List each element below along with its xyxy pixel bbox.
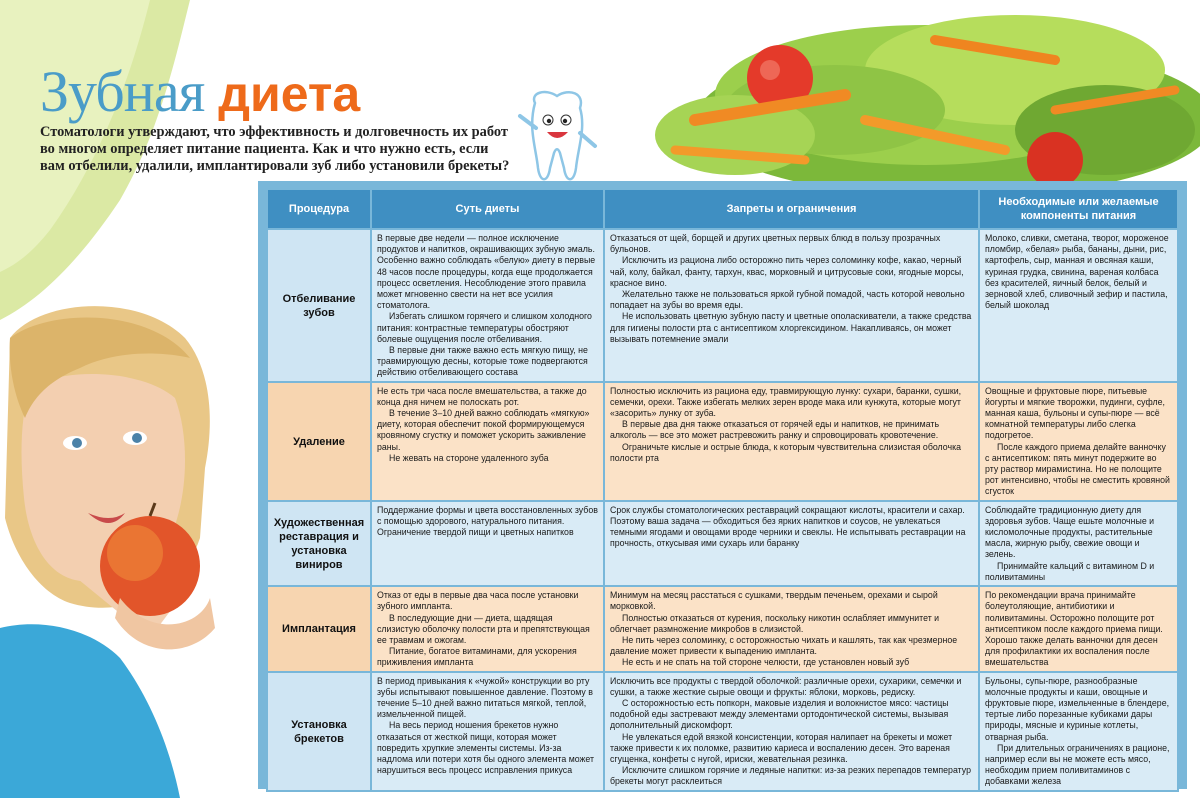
col-header-essence: Суть диеты bbox=[371, 189, 604, 229]
restrictions-paragraph: Полностью отказаться от курения, поскольку никотин ослабляет иммунитет и облегчает размножение микробов в слизистой. bbox=[610, 612, 940, 634]
restrictions-paragraph: Исключите слишком горячие и ледяные напитки: из-за резких перепадов температур брекеты могут расклеиться bbox=[610, 765, 971, 787]
components-paragraph: Овощные и фруктовые пюре, питьевые йогурты и мягкие творожки, пудинги, суфле, манная каша, бульоны и супы-пюре — всё комнатной температуры либо слегка подогретое. bbox=[985, 385, 1166, 441]
components-paragraph: После каждого приема делайте ванночку с антисептиком: пять минут подержите во рту раствор мирамистина. Но не полощите рот интенсивно, чтобы не сместить кровяной сгусток bbox=[985, 441, 1170, 497]
col-header-restrictions: Запреты и ограничения bbox=[604, 189, 979, 229]
components-paragraph: Соблюдайте традиционную диету для здоровья зубов. Чаще ешьте молочные и кисломолочные продукты, растительные масла, жирную рыбу, свежие овощи и зелень. bbox=[985, 504, 1155, 560]
essence-cell bbox=[371, 672, 604, 791]
subtitle: Стоматологи утверждают, что эффективность и долговечность их работ во многом определяет питание пациента. Как и что нужно есть, если вам отбелили, удалили, имплантировали зуб либо установили брекеты? bbox=[40, 124, 510, 174]
components-paragraph: Молоко, сливки, сметана, творог, мороженое пломбир, «белая» рыба, бананы, дыни, рис, картофель, сыр, манная и овсяная каши, куриная грудка, свинина, вареная колбаса без красителей, яичный белок, белый и зерновой хлеб, сливочный зефир и пастила, белый шоколад bbox=[985, 233, 1169, 311]
restrictions-paragraph: Полностью исключить из рациона еду, травмирующую лунку: сухари, баранки, сушки, семечки, орехи. Также избегать мелких зерен вроде мака или кунжута, которые могут «засорить» лунку от зуба. bbox=[610, 385, 962, 419]
restrictions-paragraph: Срок службы стоматологических реставраций сокращают кислоты, красители и сахар. Поэтому ваша задача — обходиться без ярких напитков и соусов, не увлекаться темными ягодами и овощами вроде черники и свеклы. Не испытывать реставрации на прочность, откусывая ими сухарь или баранку bbox=[610, 504, 966, 549]
components-cell bbox=[979, 382, 1178, 501]
title-light: Зубная bbox=[40, 59, 205, 124]
woman-with-apple-photo bbox=[0, 298, 270, 798]
restrictions-paragraph: Исключить все продукты с твердой оболочкой: различные орехи, сухарики, семечки и сушки, а также жесткие сырые овощи и фрукты: яблоки, морковь, редиску. bbox=[610, 675, 962, 697]
essence-paragraph: В первые две недели — полное исключение продуктов и напитков, окрашивающих зубную эмаль. Особенно важно соблюдать «белую» диету в первые 48 часов после процедуры, когда еще продолжается процесс осветления. Несоблюдение этого правила может мгновенно свести на нет все усилия стоматолога. bbox=[377, 233, 596, 311]
table-body bbox=[267, 229, 1178, 791]
restrictions-paragraph: В первые два дня также отказаться от горячей еды и напитков, не принимать алкоголь — все это может растревожить ранку и спровоцировать кровотечение. bbox=[610, 419, 940, 441]
restrictions-paragraph: Не пить через соломинку, с осторожностью чихать и кашлять, так как чрезмерное давление может привести к выпадению импланта. bbox=[610, 634, 958, 657]
components-paragraph: Бульоны, супы-пюре, разнообразные молочные продукты и каши, овощные и фруктовые пюре, измельченные в блендере, тертые либо порезанные кубиками дары природы, мясные и куриные котлеты, отварная рыба. bbox=[985, 675, 1170, 742]
tooth-mascot-icon bbox=[500, 88, 615, 188]
components-paragraph: Принимайте кальций с витамином D и поливитамины bbox=[985, 560, 1155, 582]
components-cell bbox=[979, 501, 1178, 586]
essence-paragraph: Поддержание формы и цвета восстановленных зубов с помощью здорового, натурального питания. Ограничение твердой пищи и цветных напитков bbox=[377, 504, 598, 538]
essence-cell bbox=[371, 229, 604, 382]
restrictions-paragraph: Не есть и не спать на той стороне челюсти, где установлен новый зуб bbox=[622, 657, 910, 668]
essence-cell bbox=[371, 382, 604, 501]
page-title bbox=[40, 58, 360, 125]
essence-paragraph: В первые дни также важно есть мягкую пищу, не травмирующую десны, которые тоже подвергаются действию отбеливающего состава bbox=[377, 345, 588, 378]
salad-illustration bbox=[635, 0, 1200, 200]
essence-paragraph: Избегать слишком горячего и слишком холодного питания: контрастные температуры обостряют болевые ощущения после отбеливания. bbox=[377, 311, 592, 344]
essence-paragraph: В течение 3–10 дней важно соблюдать «мягкую» диету, которая обеспечит покой формирующемуся кровяному сгустку и поможет ускорить заживление раны. bbox=[377, 408, 590, 452]
essence-paragraph: В последующие дни — диета, щадящая слизистую оболочку полости рта и препятствующая ее травмам и ожогам. bbox=[377, 612, 590, 645]
essence-paragraph: Питание, богатое витаминами, для ускорения приживления импланта bbox=[377, 646, 577, 668]
procedure-cell: Отбеливание зубов bbox=[267, 229, 371, 382]
col-header-procedure: Процедура bbox=[267, 189, 371, 229]
essence-paragraph: Не жевать на стороне удаленного зуба bbox=[389, 452, 549, 463]
table-row bbox=[267, 586, 1178, 671]
restrictions-paragraph: Желательно также не пользоваться яркой губной помадой, часть которой невольно попадает на зубы во время еды. bbox=[610, 289, 965, 311]
restrictions-cell bbox=[604, 382, 979, 501]
col-header-components: Необходимые или желаемые компоненты питания bbox=[979, 189, 1178, 229]
restrictions-paragraph: С осторожностью есть попкорн, маковые изделия и волокнистое мясо: частицы подобной еды застревают между элементами ортодонтической системы, вызывая дополнительный дискомфорт. bbox=[610, 697, 949, 731]
restrictions-paragraph: Ограничьте кислые и острые блюда, к которым чувствительна слизистая оболочка полости рта bbox=[610, 441, 962, 463]
components-cell bbox=[979, 586, 1178, 671]
restrictions-paragraph: Не использовать цветную зубную пасту и цветные ополаскиватели, а также средства для гигиены полости рта с антисептиком хлоргексидином. Накапливаясь, он может вызывать потемнение эмали bbox=[610, 311, 972, 344]
restrictions-cell bbox=[604, 586, 979, 671]
restrictions-paragraph: Отказаться от щей, борщей и других цветных первых блюд в пользу прозрачных бульонов. bbox=[610, 233, 941, 255]
restrictions-paragraph: Не увлекаться едой вязкой консистенции, которая налипает на брекеты и может также привести к их поломке, развитию кариеса и воспалению десен. Это вареная сгущенка, конфеты с нугой, ириски, жевательная резинка. bbox=[610, 731, 953, 764]
restrictions-cell bbox=[604, 229, 979, 382]
restrictions-cell bbox=[604, 672, 979, 791]
restrictions-paragraph: Исключить из рациона либо осторожно пить через соломинку кофе, какао, черный чай, колу, байкал, фанту, тархун, квас, морковный и цитрусовые соки, ягодные морсы, красное вино. bbox=[610, 255, 964, 288]
components-paragraph: При длительных ограничениях в рационе, например если вы не можете есть мясо, необходим прием поливитаминов с добавками железа bbox=[985, 742, 1170, 787]
diet-table-frame bbox=[258, 181, 1187, 789]
table-row bbox=[267, 672, 1178, 791]
components-paragraph: По рекомендации врача принимайте болеутоляющие, антибиотики и поливитамины. Осторожно полощите рот антисептиком после каждого приема пищи. Хорошо также делать ванночки для десен для профилактики их воспаления после вмешательства bbox=[985, 590, 1163, 668]
procedure-cell: Удаление bbox=[267, 382, 371, 501]
essence-cell bbox=[371, 586, 604, 671]
procedure-cell: Художественная реставрация и установка виниров bbox=[267, 501, 371, 586]
table-row bbox=[267, 229, 1178, 382]
title-bold: диета bbox=[218, 66, 361, 122]
table-header-row bbox=[267, 189, 1178, 229]
procedure-cell: Имплантация bbox=[267, 586, 371, 671]
restrictions-cell bbox=[604, 501, 979, 586]
components-cell bbox=[979, 672, 1178, 791]
table-row bbox=[267, 382, 1178, 501]
table-row bbox=[267, 501, 1178, 586]
essence-paragraph: Отказ от еды в первые два часа после установки зубного импланта. bbox=[377, 590, 579, 612]
components-cell bbox=[979, 229, 1178, 382]
restrictions-paragraph: Минимум на месяц расстаться с сушками, твердым печеньем, орехами и сырой морковкой. bbox=[610, 590, 938, 612]
essence-cell bbox=[371, 501, 604, 586]
essence-paragraph: В период привыкания к «чужой» конструкции во рту зубы испытывают повышенное давление. Поэтому в течение 5–10 дней важно питаться мягкой, теплой, измельченной пищей. bbox=[377, 675, 593, 720]
essence-paragraph: Не есть три часа после вмешательства, а также до конца дня ничем не полоскать рот. bbox=[377, 385, 587, 407]
diet-table bbox=[266, 188, 1179, 792]
procedure-cell: Установка брекетов bbox=[267, 672, 371, 791]
essence-paragraph: На весь период ношения брекетов нужно отказаться от жесткой пищи, которая может повредить хрупкие элементы системы. Из-за надлома или потери хотя бы одного элемента может нарушиться весь процесс исправления прикуса bbox=[377, 720, 595, 776]
